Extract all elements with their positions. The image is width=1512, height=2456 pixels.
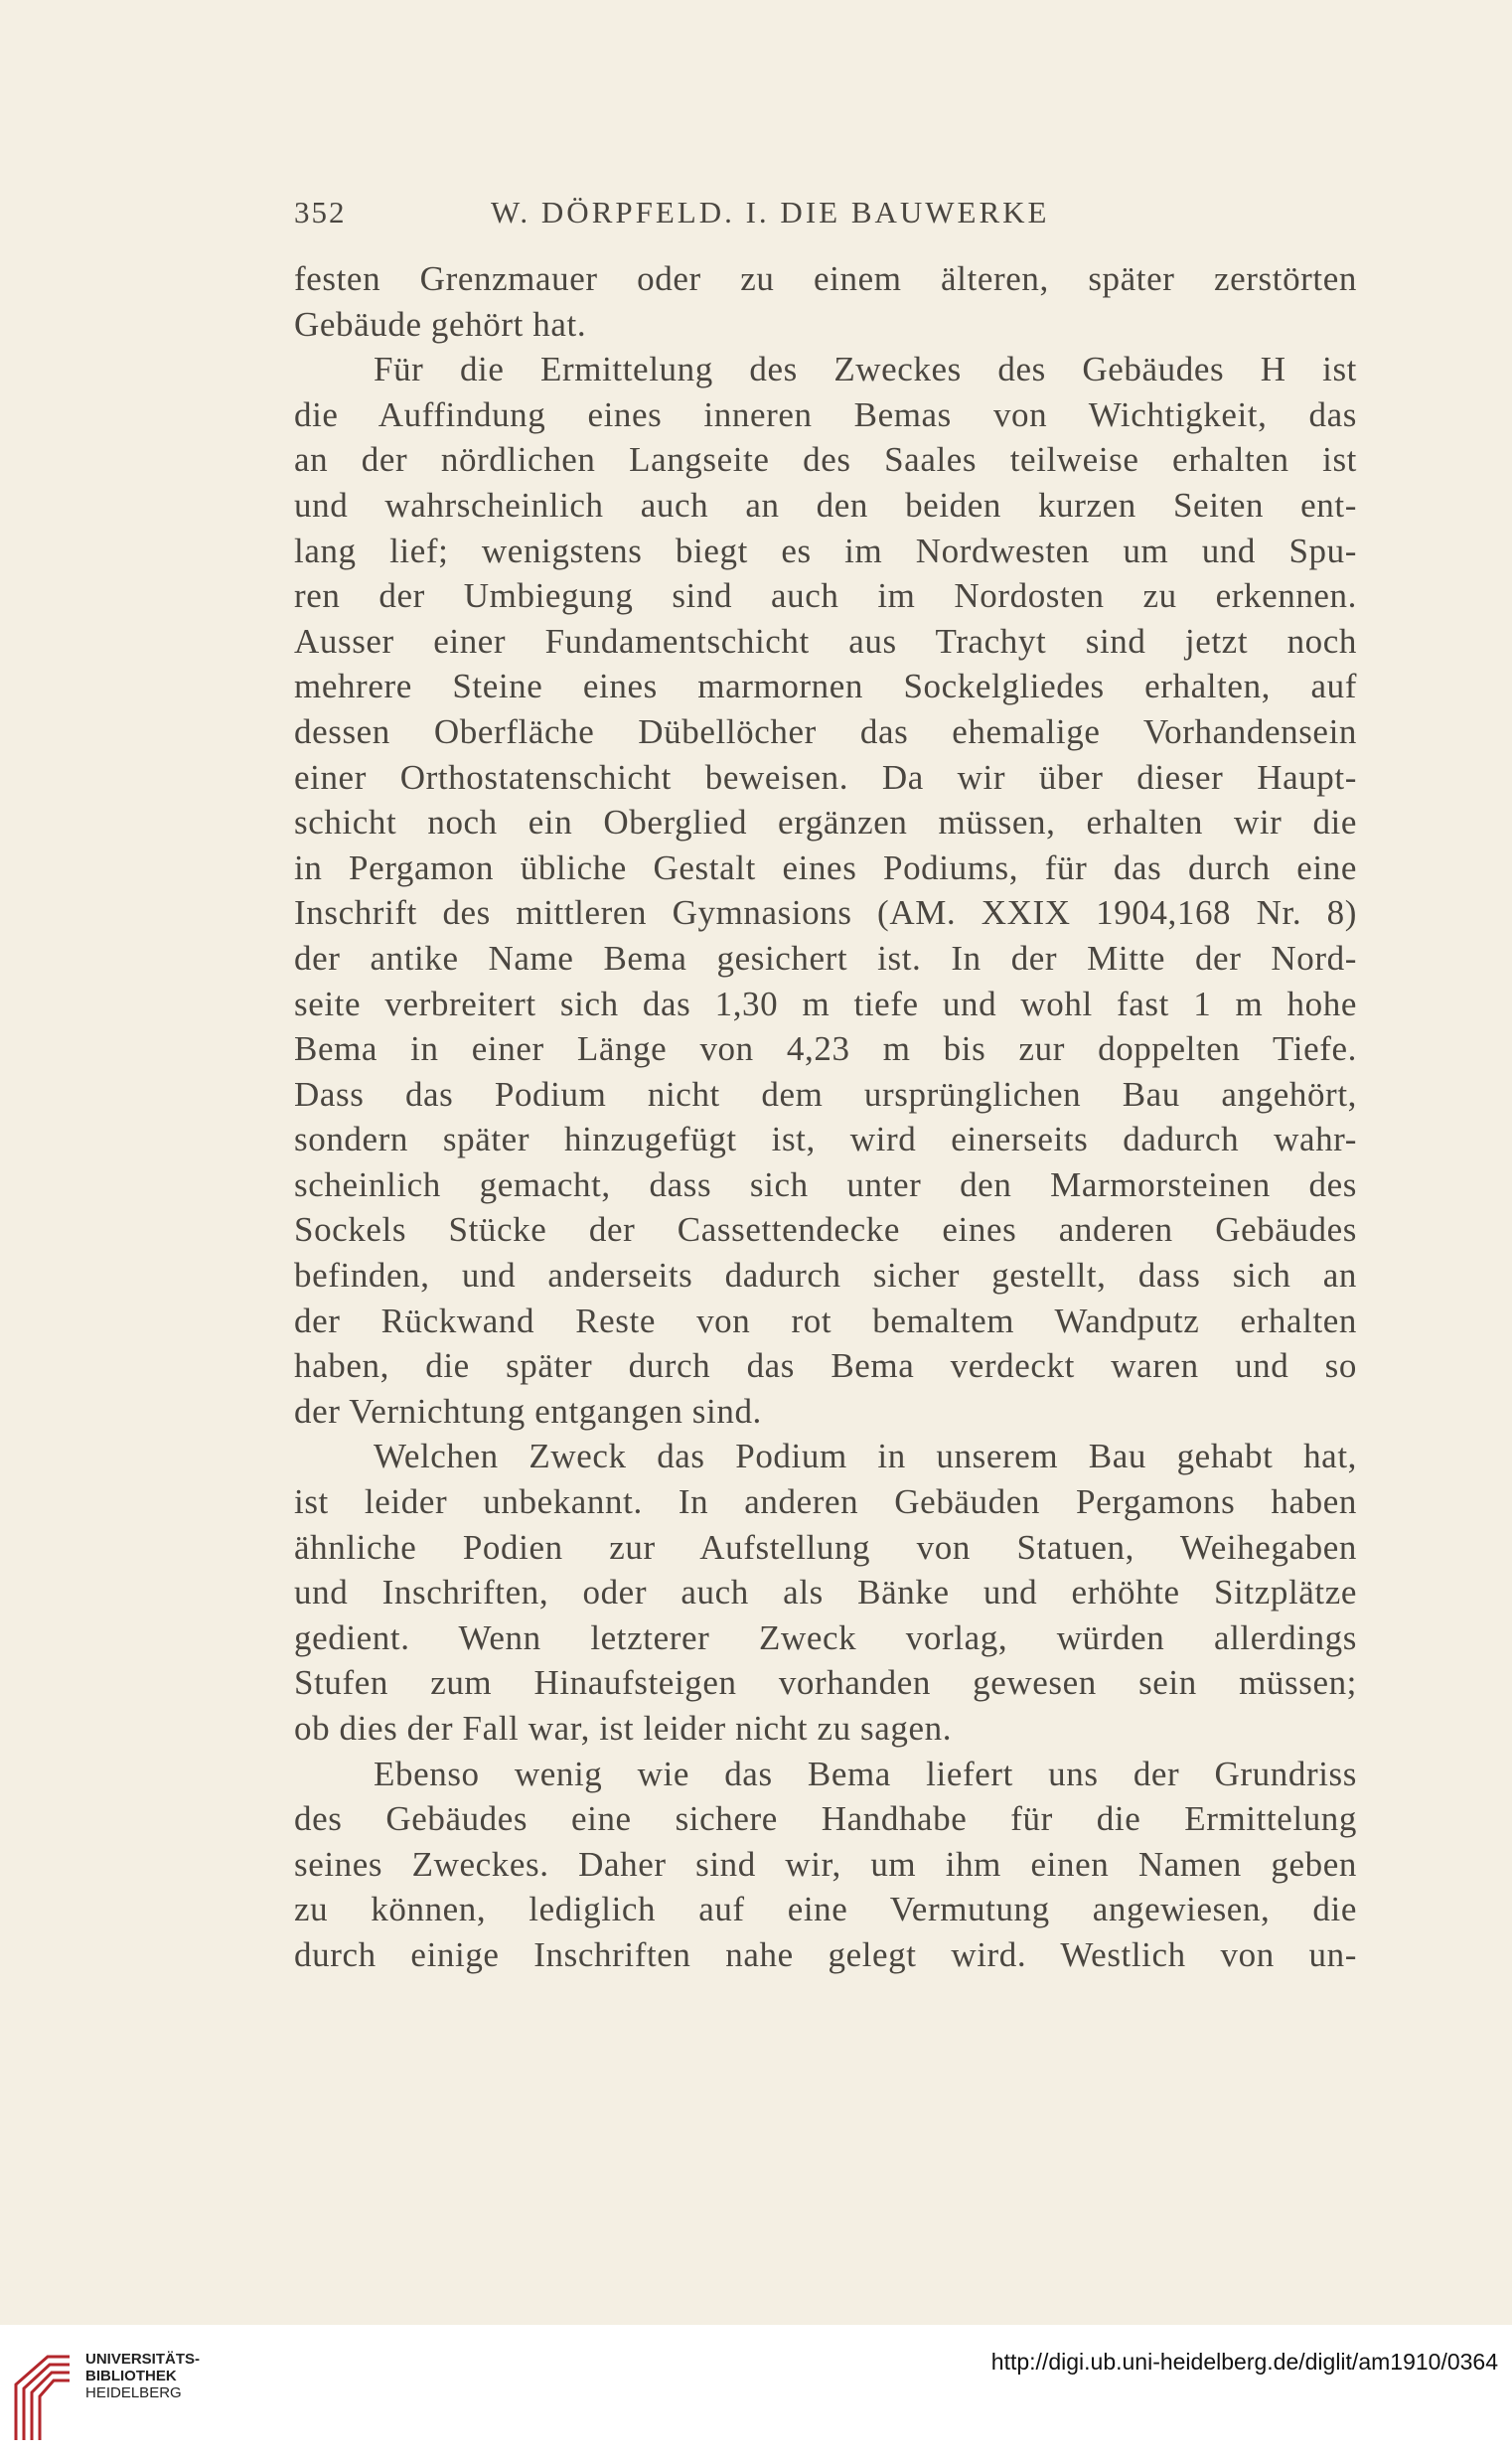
text-line: mehrere Steine eines marmornen Sockelgliedes erhalten, auf xyxy=(294,667,1357,706)
logo-line-2: BIBLIOTHEK xyxy=(85,2368,177,2384)
running-title: W. DÖRPFELD. I. DIE BAUWERKE xyxy=(491,195,1050,230)
text-line: festen Grenzmauer oder zu einem älteren, später zerstörten xyxy=(294,259,1357,298)
text-line: sondern später hinzugefügt ist, wird einerseits dadurch wahr- xyxy=(294,1120,1357,1159)
footer-bar xyxy=(0,2325,1512,2456)
library-logo-icon xyxy=(10,2345,74,2444)
text-line: Welchen Zweck das Podium in unserem Bau gehabt hat, xyxy=(374,1437,1357,1476)
page-number: 352 xyxy=(294,195,347,230)
logo-line-1: UNIVERSITÄTS- xyxy=(85,2351,201,2368)
source-url-link[interactable]: http://digi.ub.uni-heidelberg.de/diglit/am1910/0364 xyxy=(990,2349,1498,2375)
library-logo-text xyxy=(85,2351,200,2401)
text-line: durch einige Inschriften nahe gelegt wird. Westlich von un- xyxy=(294,1934,1357,1974)
text-line: ob dies der Fall war, ist leider nicht zu sagen. xyxy=(294,1709,953,1748)
text-line: schicht noch ein Oberglied ergänzen müssen, erhalten wir die xyxy=(294,803,1357,843)
text-line: Ebenso wenig wie das Bema liefert uns der Grundriss xyxy=(374,1754,1357,1793)
text-line: haben, die später durch das Bema verdeckt waren und so xyxy=(294,1346,1357,1386)
text-line: Ausser einer Fundamentschicht aus Trachyt sind jetzt noch xyxy=(294,621,1357,661)
text-line: in Pergamon übliche Gestalt eines Podiums, für das durch eine xyxy=(294,847,1357,887)
text-line: des Gebäudes eine sichere Handhabe für die Ermittelung xyxy=(294,1799,1357,1839)
running-header xyxy=(294,195,1357,234)
logo-line-3: HEIDELBERG xyxy=(85,2384,182,2401)
text-line: Inschrift des mittleren Gymnasions (AM. XXIX 1904,168 Nr. 8) xyxy=(294,893,1357,933)
text-line: dessen Oberfläche Dübellöcher das ehemalige Vorhandensein xyxy=(294,711,1357,751)
text-line: und wahrscheinlich auch an den beiden kurzen Seiten ent- xyxy=(294,485,1357,525)
text-line: seite verbreitert sich das 1,30 m tiefe und wohl fast 1 m hohe xyxy=(294,984,1357,1023)
body-text xyxy=(294,256,1357,1978)
text-line: und Inschriften, oder auch als Bänke und erhöhte Sitzplätze xyxy=(294,1573,1357,1612)
text-line: gedient. Wenn letzterer Zweck vorlag, würden allerdings xyxy=(294,1617,1357,1657)
text-line: Für die Ermittelung des Zweckes des Gebäudes H ist xyxy=(374,350,1357,389)
text-line: die Auffindung eines inneren Bemas von Wichtigkeit, das xyxy=(294,394,1357,434)
text-line: Stufen zum Hinaufsteigen vorhanden gewesen sein müssen; xyxy=(294,1663,1357,1703)
text-line: der Rückwand Reste von rot bemaltem Wandputz erhalten xyxy=(294,1301,1357,1340)
text-line: lang lief; wenigstens biegt es im Nordwesten um und Spu- xyxy=(294,531,1357,570)
text-line: ren der Umbiegung sind auch im Nordosten zu erkennen. xyxy=(294,576,1357,616)
text-line: zu können, lediglich auf eine Vermutung angewiesen, die xyxy=(294,1890,1357,1929)
text-line: an der nördlichen Langseite des Saales teilweise erhalten ist xyxy=(294,440,1357,480)
text-line: Sockels Stücke der Cassettendecke eines anderen Gebäudes xyxy=(294,1210,1357,1250)
text-line: der Vernichtung entgangen sind. xyxy=(294,1391,762,1431)
text-line: Gebäude gehört hat. xyxy=(294,304,587,344)
text-line: einer Orthostatenschicht beweisen. Da wir über dieser Haupt- xyxy=(294,757,1357,797)
text-line: der antike Name Bema gesichert ist. In der Mitte der Nord- xyxy=(294,938,1357,978)
text-line: Bema in einer Länge von 4,23 m bis zur doppelten Tiefe. xyxy=(294,1029,1357,1069)
text-line: ähnliche Podien zur Aufstellung von Statuen, Weihegaben xyxy=(294,1527,1357,1567)
text-line: Dass das Podium nicht dem ursprünglichen Bau angehört, xyxy=(294,1074,1357,1114)
text-line: scheinlich gemacht, dass sich unter den Marmorsteinen des xyxy=(294,1164,1357,1204)
text-line: ist leider unbekannt. In anderen Gebäuden Pergamons haben xyxy=(294,1482,1357,1522)
text-line: seines Zweckes. Daher sind wir, um ihm einen Namen geben xyxy=(294,1844,1357,1884)
text-line: befinden, und anderseits dadurch sicher gestellt, dass sich an xyxy=(294,1256,1357,1296)
